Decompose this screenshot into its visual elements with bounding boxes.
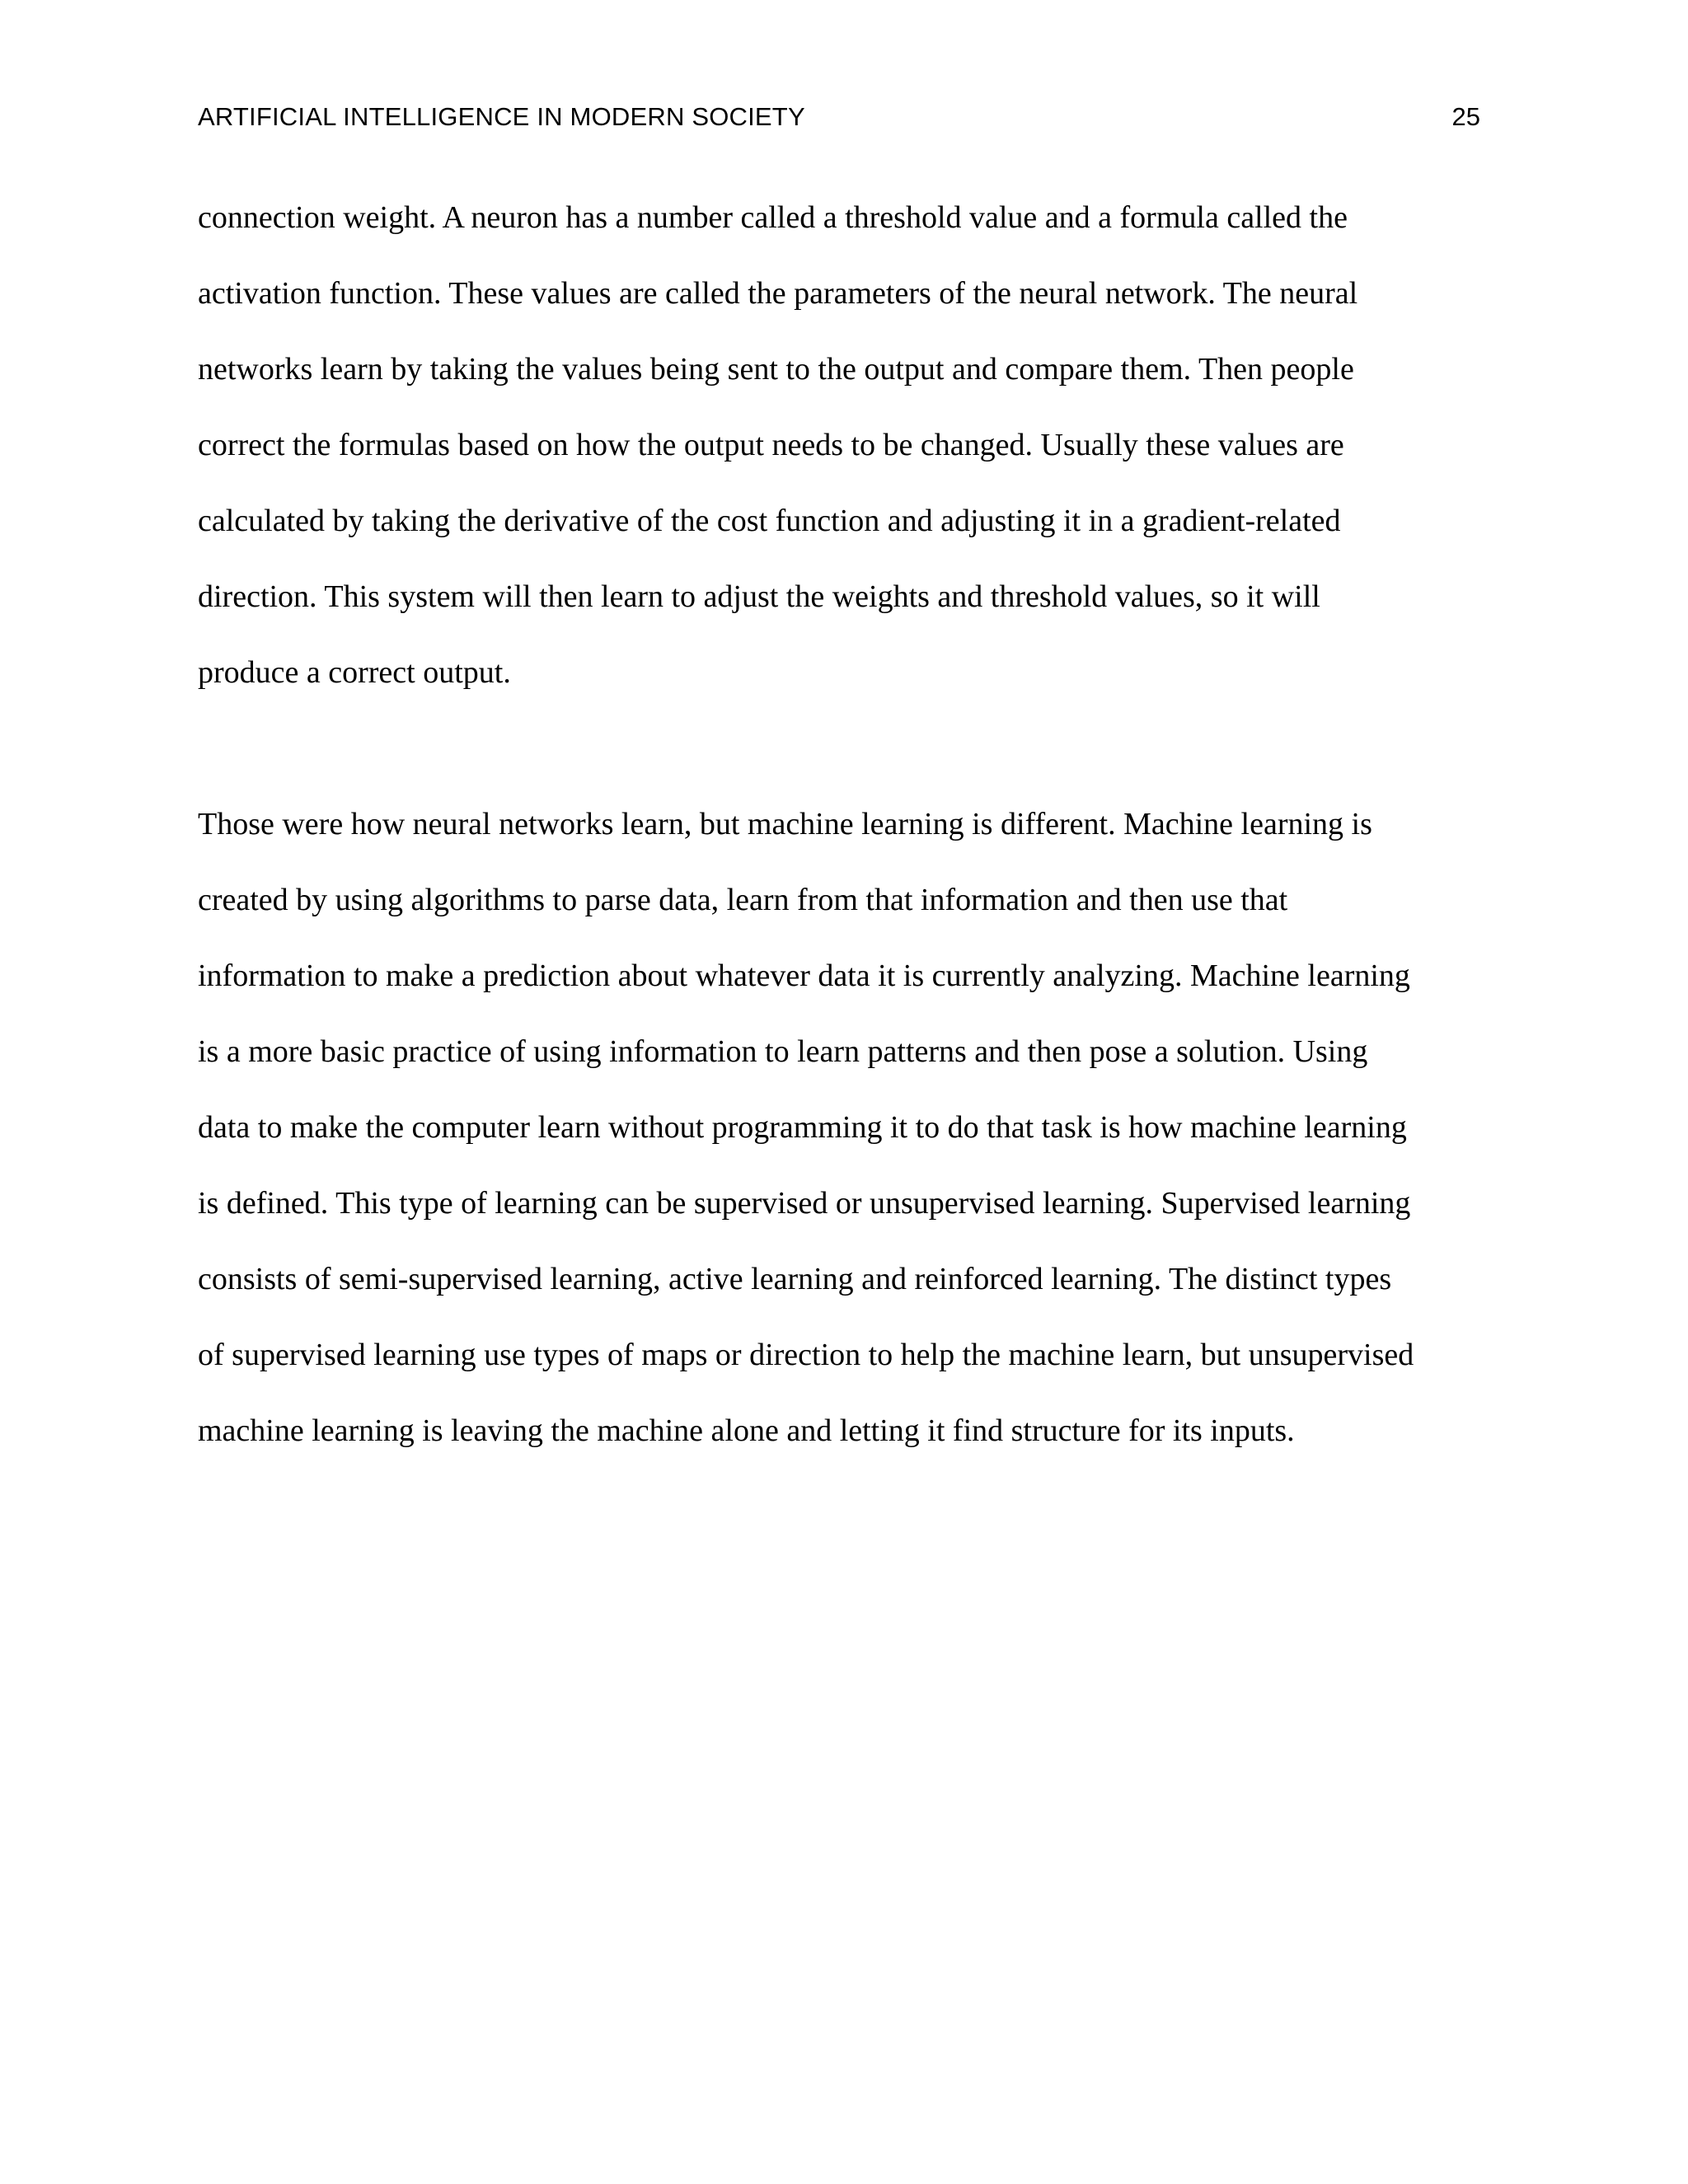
paragraph-line: Those were how neural networks learn, but machine learning is different. Machine learning is [198, 807, 1372, 841]
paragraph-line: calculated by taking the derivative of the cost function and adjusting it in a gradient-related [198, 504, 1341, 538]
paragraph-line: consists of semi-supervised learning, active learning and reinforced learning. The distinct types [198, 1262, 1392, 1296]
paragraph-line: direction. This system will then learn to adjust the weights and threshold values, so it will [198, 579, 1320, 614]
paragraph-line: of supervised learning use types of maps or direction to help the machine learn, but unsupervised [198, 1338, 1414, 1372]
paragraph-line: machine learning is leaving the machine alone and letting it find structure for its inputs. [198, 1413, 1295, 1448]
paragraph-line: correct the formulas based on how the output needs to be changed. Usually these values are [198, 428, 1344, 462]
paragraph-line: is defined. This type of learning can be supervised or unsupervised learning. Supervised learning [198, 1186, 1411, 1221]
paragraph-line: created by using algorithms to parse data, learn from that information and then use that [198, 883, 1288, 917]
running-head: ARTIFICIAL INTELLIGENCE IN MODERN SOCIETY [198, 102, 805, 131]
paragraph-line: networks learn by taking the values being sent to the output and compare them. Then people [198, 352, 1354, 387]
page-number: 25 [1451, 102, 1480, 131]
paragraph-line: activation function. These values are called the parameters of the neural network. The neural [198, 276, 1358, 311]
paragraph-line: is a more basic practice of using information to learn patterns and then pose a solution. Using [198, 1034, 1368, 1069]
paragraph-line: data to make the computer learn without programming it to do that task is how machine learning [198, 1110, 1407, 1145]
paragraph-line: information to make a prediction about whatever data it is currently analyzing. Machine learning [198, 958, 1410, 993]
paragraph-line: connection weight. A neuron has a number called a threshold value and a formula called the [198, 200, 1348, 235]
paragraph-line: produce a correct output. [198, 655, 511, 690]
